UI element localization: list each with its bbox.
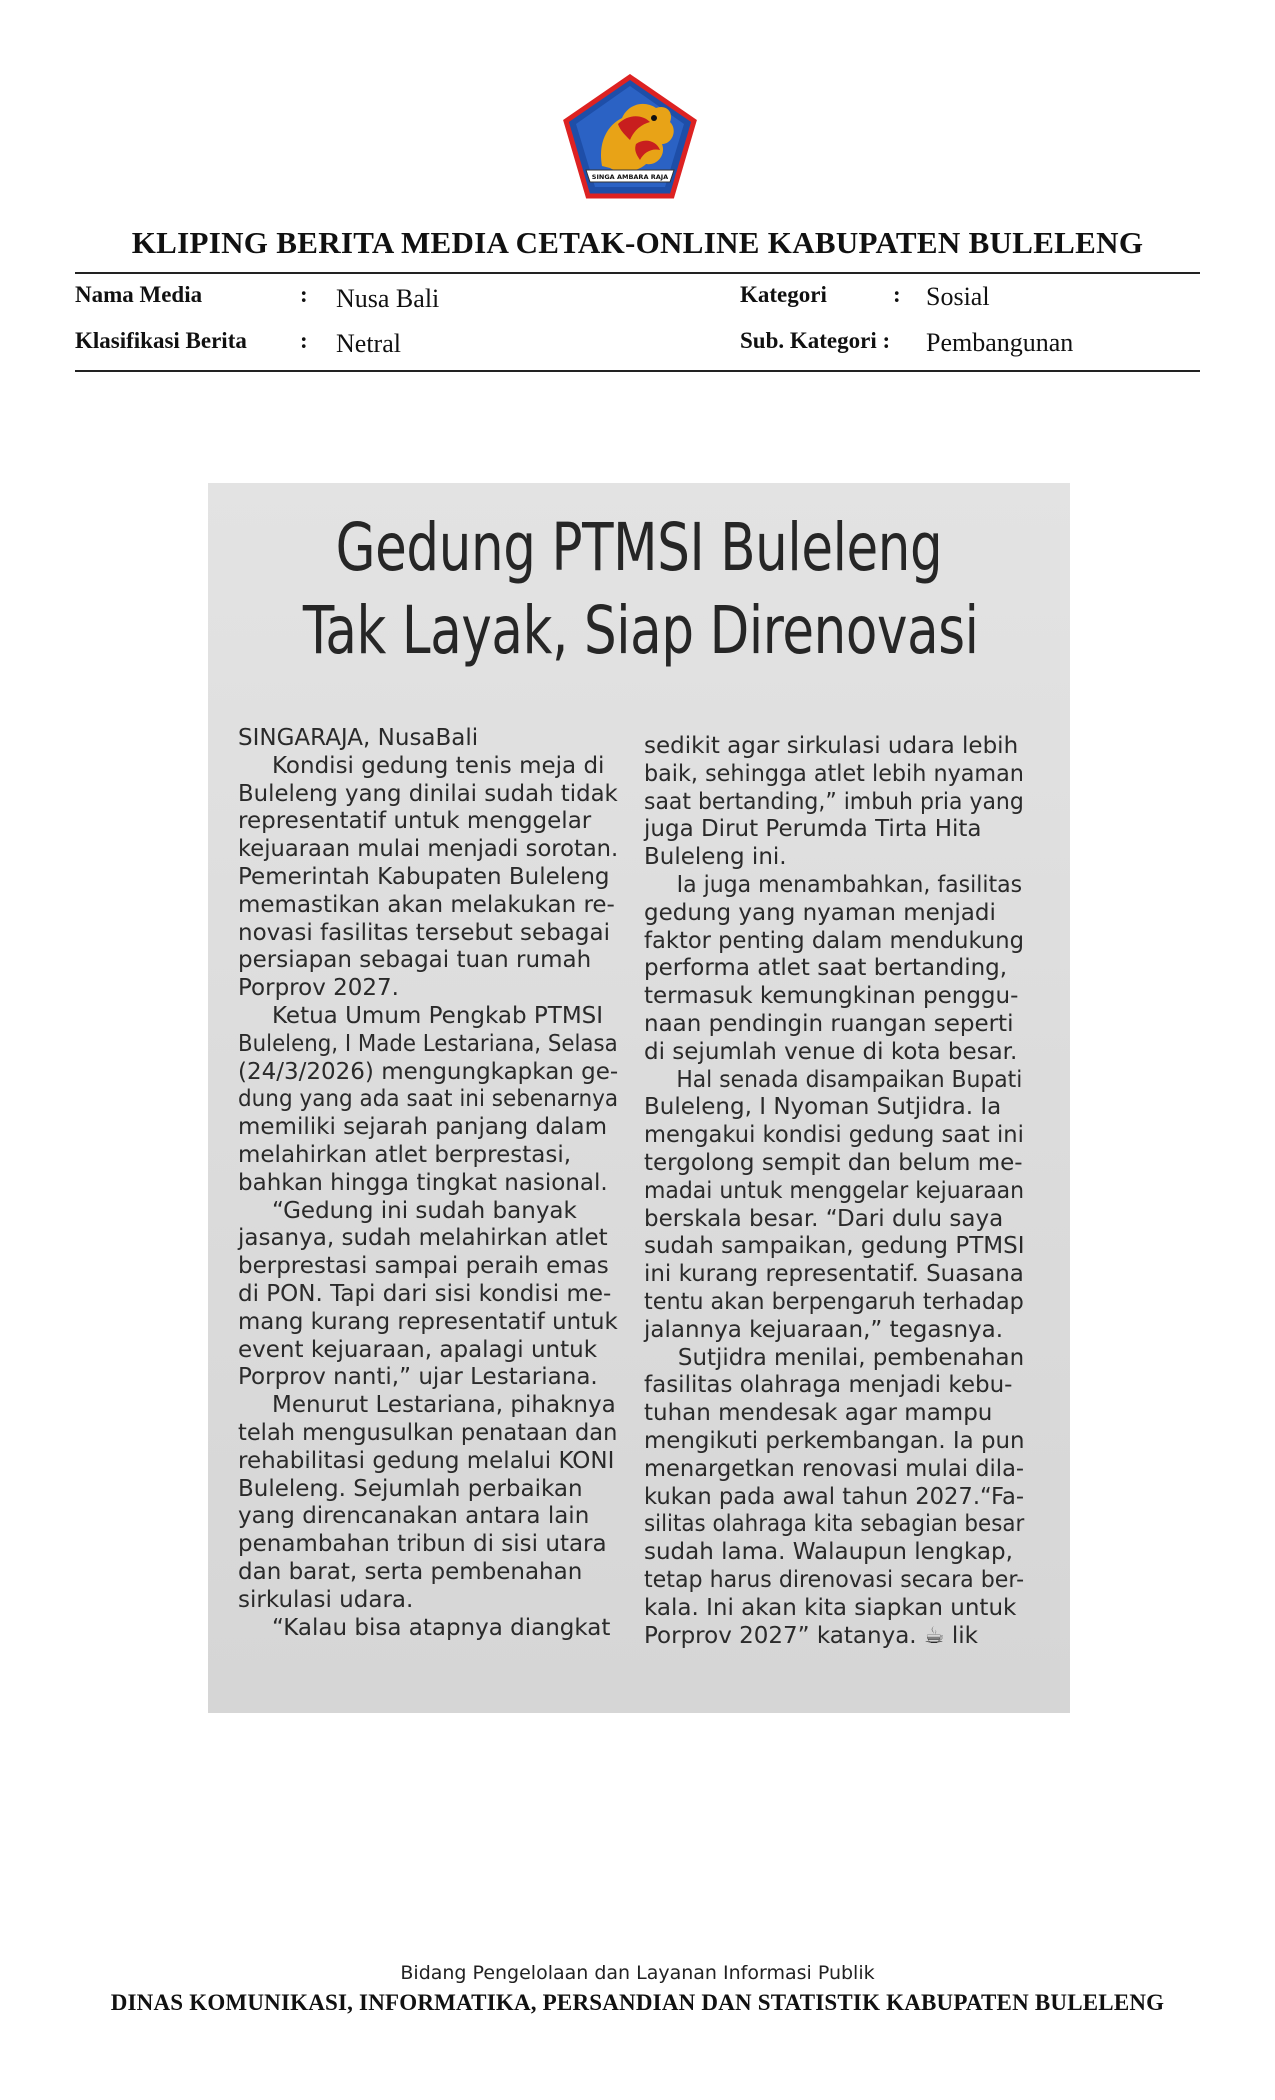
article-line: saat bertanding,” imbuh pria yang bbox=[644, 788, 1024, 815]
article-line: Porprov 2027” katanya. ☕ lik bbox=[644, 1622, 978, 1649]
article-line: (24/3/2026) mengungkapkan ge- bbox=[238, 1058, 619, 1085]
article-line: kala. Ini akan kita siapkan untuk bbox=[644, 1594, 1017, 1621]
article-line: Buleleng yang dinilai sudah tidak bbox=[238, 780, 618, 807]
article-line: Pemerintah Kabupaten Buleleng bbox=[238, 863, 610, 890]
clipping-headline bbox=[302, 507, 979, 672]
headline-line-1: Gedung PTMSI Buleleng bbox=[335, 509, 943, 586]
article-line: mengikuti perkembangan. Ia pun bbox=[644, 1427, 1025, 1454]
article-line: bahkan hingga tingkat nasional. bbox=[238, 1169, 608, 1196]
article-line: kukan pada awal tahun 2027.“Fa- bbox=[644, 1483, 1025, 1510]
article-line: rehabilitasi gedung melalui KONI bbox=[238, 1447, 615, 1474]
kategori-value: Sosial bbox=[926, 282, 990, 311]
article-line: mang kurang representatif untuk bbox=[238, 1308, 618, 1335]
article-line: madai untuk menggelar kejuaraan bbox=[644, 1177, 1025, 1204]
article-line: memiliki sejarah panjang dalam bbox=[238, 1114, 608, 1141]
article-line: dung yang ada saat ini sebenarnya bbox=[238, 1086, 619, 1113]
klasifikasi-label: Klasifikasi Berita bbox=[75, 328, 247, 353]
article-line: kejuaraan mulai menjadi sorotan. bbox=[238, 836, 619, 863]
article-line: berskala besar. “Dari dulu saya bbox=[644, 1205, 1004, 1232]
article-line: sedikit agar sirkulasi udara lebih bbox=[644, 733, 1019, 759]
article-line: penambahan tribun di sisi utara bbox=[238, 1531, 607, 1558]
article-column-left bbox=[238, 725, 618, 1642]
article-line: naan pendingin ruangan seperti bbox=[644, 1010, 1014, 1037]
article-line: jalannya kejuaraan,” tegasnya. bbox=[644, 1316, 1004, 1343]
article-line: mengakui kondisi gedung saat ini bbox=[644, 1122, 1024, 1149]
article-line: sirkulasi udara. bbox=[238, 1586, 414, 1613]
article-line: berprestasi sampai peraih emas bbox=[238, 1253, 609, 1280]
article-line: memastikan akan melakukan re- bbox=[238, 891, 615, 918]
article-line: persiapan sebagai tuan rumah bbox=[238, 947, 592, 974]
klasifikasi-value: Netral bbox=[336, 329, 401, 358]
sub-kategori-value: Pembangunan bbox=[926, 328, 1074, 357]
article-line: di PON. Tapi dari sisi kondisi me- bbox=[238, 1280, 612, 1307]
newspaper-clipping bbox=[208, 483, 1070, 1713]
article-line: Buleleng ini. bbox=[644, 844, 787, 871]
article-line: sudah lama. Walaupun lengkap, bbox=[644, 1539, 1013, 1566]
article-line: di sejumlah venue di kota besar. bbox=[644, 1038, 1018, 1065]
article-line: gedung yang nyaman menjadi bbox=[644, 899, 996, 926]
article-line: juga Dirut Perumda Tirta Hita bbox=[644, 816, 982, 843]
kategori-label: Kategori bbox=[740, 282, 827, 307]
headline-line-2: Tak Layak, Siap Direnovasi bbox=[302, 591, 979, 669]
article-line: telah mengusulkan penataan dan bbox=[238, 1419, 618, 1446]
header-divider-top bbox=[75, 272, 1200, 274]
article-line: performa atlet saat bertanding, bbox=[644, 955, 1008, 982]
article-line: Kondisi gedung tenis meja di bbox=[272, 752, 605, 779]
nama-media-value: Nusa Bali bbox=[336, 284, 440, 313]
article-line: novasi fasilitas tersebut sebagai bbox=[238, 919, 610, 946]
article-line: Menurut Lestariana, pihaknya bbox=[272, 1392, 616, 1419]
article-line: menargetkan renovasi mulai dila- bbox=[644, 1455, 1025, 1482]
nama-media-label: Nama Media bbox=[75, 282, 203, 307]
article-line: Buleleng, I Made Lestariana, Selasa bbox=[238, 1030, 618, 1057]
article-line: yang direncanakan antara lain bbox=[238, 1503, 590, 1530]
article-line: Hal senada disampaikan Bupati bbox=[676, 1066, 1023, 1093]
article-line: Sutjidra menilai, pembenahan bbox=[677, 1344, 1025, 1371]
article-line: silitas olahraga kita sebagian besar bbox=[644, 1511, 1025, 1538]
article-line: faktor penting dalam mendukung bbox=[644, 927, 1024, 954]
article-line: event kejuaraan, apalagi untuk bbox=[238, 1336, 598, 1363]
article-line: Buleleng. Sejumlah perbaikan bbox=[238, 1475, 583, 1502]
article-line: ini kurang representatif. Suasana bbox=[644, 1261, 1024, 1288]
article-line: Porprov 2027. bbox=[238, 975, 399, 1002]
kategori-colon: : bbox=[893, 282, 901, 307]
header-divider-bottom bbox=[75, 370, 1200, 372]
klasifikasi-colon: : bbox=[300, 328, 308, 353]
article-line: dan barat, serta pembenahan bbox=[238, 1558, 583, 1585]
article-line: SINGARAJA, NusaBali bbox=[238, 725, 479, 751]
article-line: sudah sampaikan, gedung PTMSI bbox=[644, 1233, 1025, 1260]
kabupaten-buleleng-logo bbox=[562, 74, 698, 200]
article-line: tergolong sempit dan belum me- bbox=[644, 1149, 1023, 1176]
svg-text:SINGA AMBARA RAJA: SINGA AMBARA RAJA bbox=[591, 173, 669, 181]
sub-kategori-label: Sub. Kategori : bbox=[740, 328, 891, 353]
article-line: melahirkan atlet berprestasi, bbox=[238, 1141, 572, 1168]
article-line: tuhan mendesak agar mampu bbox=[644, 1400, 993, 1427]
nama-media-colon: : bbox=[300, 282, 308, 307]
article-line: “Kalau bisa atapnya diangkat bbox=[272, 1614, 611, 1641]
footer-organization: Bidang Pengelolaan dan Layanan Informasi Publik bbox=[400, 1962, 875, 1984]
article-line: “Gedung ini sudah banyak bbox=[272, 1197, 577, 1224]
footer-department: DINAS KOMUNIKASI, INFORMATIKA, PERSANDIAN DAN STATISTIK KABUPATEN BULELENG bbox=[110, 1990, 1165, 2015]
article-line: baik, sehingga atlet lebih nyaman bbox=[644, 760, 1024, 787]
article-line: Porprov nanti,” ujar Lestariana. bbox=[238, 1364, 598, 1391]
article-line: Buleleng, I Nyoman Sutjidra. Ia bbox=[644, 1094, 1002, 1121]
article-column-right bbox=[644, 733, 1024, 1650]
article-line: tentu akan berpengaruh terhadap bbox=[644, 1288, 1024, 1315]
article-line: jasanya, sudah melahirkan atlet bbox=[238, 1225, 608, 1252]
article-line: termasuk kemungkinan penggu- bbox=[644, 983, 1019, 1010]
article-line: Ia juga menambahkan, fasilitas bbox=[676, 871, 1023, 898]
article-line: representatif untuk menggelar bbox=[238, 808, 592, 835]
article-line: tetap harus direnovasi secara ber- bbox=[644, 1566, 1025, 1593]
article-line: fasilitas olahraga menjadi kebu- bbox=[644, 1372, 1013, 1399]
document-title: KLIPING BERITA MEDIA CETAK-ONLINE KABUPATEN BULELENG bbox=[131, 225, 1144, 260]
article-line: Ketua Umum Pengkab PTMSI bbox=[272, 1002, 604, 1029]
